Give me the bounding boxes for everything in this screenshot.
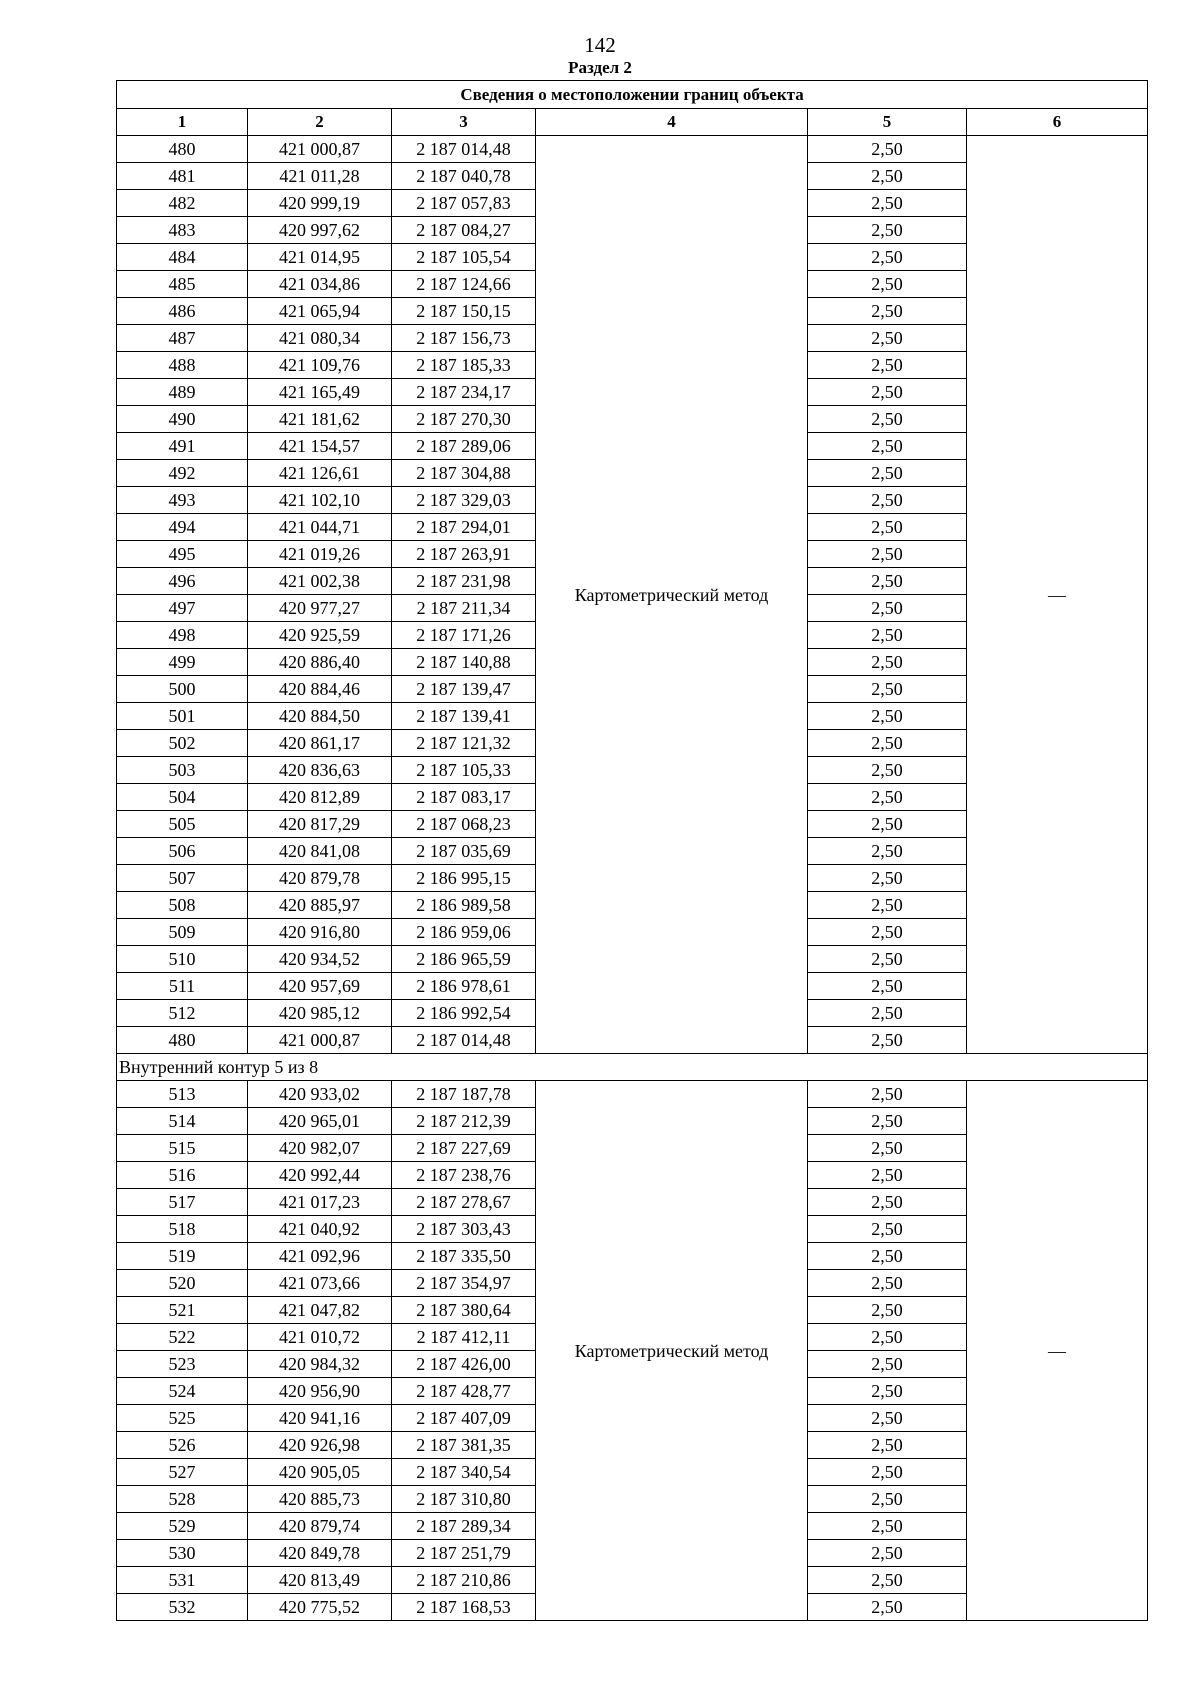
y-coordinate-cell: 2 187 035,69 xyxy=(392,838,536,865)
point-number-cell: 519 xyxy=(117,1243,248,1270)
accuracy-cell: 2,50 xyxy=(808,811,967,838)
y-coordinate-cell: 2 187 212,39 xyxy=(392,1108,536,1135)
accuracy-cell: 2,50 xyxy=(808,649,967,676)
y-coordinate-cell: 2 187 139,41 xyxy=(392,703,536,730)
x-coordinate-cell: 420 916,80 xyxy=(248,919,392,946)
point-number-cell: 487 xyxy=(117,325,248,352)
accuracy-cell: 2,50 xyxy=(808,1000,967,1027)
y-coordinate-cell: 2 187 310,80 xyxy=(392,1486,536,1513)
column-6-cell: — xyxy=(967,1081,1148,1621)
y-coordinate-cell: 2 187 014,48 xyxy=(392,136,536,163)
y-coordinate-cell: 2 187 083,17 xyxy=(392,784,536,811)
point-number-cell: 484 xyxy=(117,244,248,271)
accuracy-cell: 2,50 xyxy=(808,217,967,244)
accuracy-cell: 2,50 xyxy=(808,892,967,919)
x-coordinate-cell: 420 905,05 xyxy=(248,1459,392,1486)
accuracy-cell: 2,50 xyxy=(808,622,967,649)
x-coordinate-cell: 420 977,27 xyxy=(248,595,392,622)
y-coordinate-cell: 2 186 959,06 xyxy=(392,919,536,946)
accuracy-cell: 2,50 xyxy=(808,190,967,217)
accuracy-cell: 2,50 xyxy=(808,838,967,865)
y-coordinate-cell: 2 187 124,66 xyxy=(392,271,536,298)
accuracy-cell: 2,50 xyxy=(808,1324,967,1351)
x-coordinate-cell: 420 982,07 xyxy=(248,1135,392,1162)
accuracy-cell: 2,50 xyxy=(808,919,967,946)
y-coordinate-cell: 2 187 140,88 xyxy=(392,649,536,676)
x-coordinate-cell: 421 011,28 xyxy=(248,163,392,190)
accuracy-cell: 2,50 xyxy=(808,541,967,568)
point-number-cell: 501 xyxy=(117,703,248,730)
point-number-cell: 512 xyxy=(117,1000,248,1027)
x-coordinate-cell: 420 984,32 xyxy=(248,1351,392,1378)
y-coordinate-cell: 2 187 303,43 xyxy=(392,1216,536,1243)
point-number-cell: 509 xyxy=(117,919,248,946)
accuracy-cell: 2,50 xyxy=(808,352,967,379)
x-coordinate-cell: 421 073,66 xyxy=(248,1270,392,1297)
y-coordinate-cell: 2 187 304,88 xyxy=(392,460,536,487)
x-coordinate-cell: 420 879,78 xyxy=(248,865,392,892)
x-coordinate-cell: 420 956,90 xyxy=(248,1378,392,1405)
y-coordinate-cell: 2 187 289,34 xyxy=(392,1513,536,1540)
x-coordinate-cell: 421 017,23 xyxy=(248,1189,392,1216)
point-number-cell: 530 xyxy=(117,1540,248,1567)
x-coordinate-cell: 420 925,59 xyxy=(248,622,392,649)
y-coordinate-cell: 2 187 014,48 xyxy=(392,1027,536,1054)
y-coordinate-cell: 2 187 263,91 xyxy=(392,541,536,568)
column-header: 2 xyxy=(248,109,392,136)
accuracy-cell: 2,50 xyxy=(808,1594,967,1621)
contour-label: Внутренний контур 5 из 8 xyxy=(117,1054,1148,1081)
accuracy-cell: 2,50 xyxy=(808,1027,967,1054)
x-coordinate-cell: 420 879,74 xyxy=(248,1513,392,1540)
y-coordinate-cell: 2 187 150,15 xyxy=(392,298,536,325)
point-number-cell: 527 xyxy=(117,1459,248,1486)
point-number-cell: 492 xyxy=(117,460,248,487)
point-number-cell: 517 xyxy=(117,1189,248,1216)
y-coordinate-cell: 2 187 068,23 xyxy=(392,811,536,838)
x-coordinate-cell: 421 010,72 xyxy=(248,1324,392,1351)
accuracy-cell: 2,50 xyxy=(808,676,967,703)
point-number-cell: 493 xyxy=(117,487,248,514)
point-number-cell: 502 xyxy=(117,730,248,757)
accuracy-cell: 2,50 xyxy=(808,1081,967,1108)
y-coordinate-cell: 2 187 227,69 xyxy=(392,1135,536,1162)
y-coordinate-cell: 2 187 171,26 xyxy=(392,622,536,649)
y-coordinate-cell: 2 187 278,67 xyxy=(392,1189,536,1216)
y-coordinate-cell: 2 187 168,53 xyxy=(392,1594,536,1621)
section-title: Раздел 2 xyxy=(568,58,632,77)
x-coordinate-cell: 420 841,08 xyxy=(248,838,392,865)
y-coordinate-cell: 2 187 340,54 xyxy=(392,1459,536,1486)
y-coordinate-cell: 2 187 428,77 xyxy=(392,1378,536,1405)
accuracy-cell: 2,50 xyxy=(808,460,967,487)
x-coordinate-cell: 421 109,76 xyxy=(248,352,392,379)
accuracy-cell: 2,50 xyxy=(808,595,967,622)
point-number-cell: 483 xyxy=(117,217,248,244)
accuracy-cell: 2,50 xyxy=(808,1189,967,1216)
y-coordinate-cell: 2 187 231,98 xyxy=(392,568,536,595)
x-coordinate-cell: 421 126,61 xyxy=(248,460,392,487)
x-coordinate-cell: 421 165,49 xyxy=(248,379,392,406)
accuracy-cell: 2,50 xyxy=(808,1297,967,1324)
x-coordinate-cell: 420 997,62 xyxy=(248,217,392,244)
accuracy-cell: 2,50 xyxy=(808,271,967,298)
y-coordinate-cell: 2 186 992,54 xyxy=(392,1000,536,1027)
point-number-cell: 514 xyxy=(117,1108,248,1135)
y-coordinate-cell: 2 187 238,76 xyxy=(392,1162,536,1189)
method-cell: Картометрический метод xyxy=(536,136,808,1054)
y-coordinate-cell: 2 187 187,78 xyxy=(392,1081,536,1108)
x-coordinate-cell: 420 941,16 xyxy=(248,1405,392,1432)
point-number-cell: 497 xyxy=(117,595,248,622)
y-coordinate-cell: 2 187 294,01 xyxy=(392,514,536,541)
point-number-cell: 523 xyxy=(117,1351,248,1378)
method-cell: Картометрический метод xyxy=(536,1081,808,1621)
x-coordinate-cell: 421 002,38 xyxy=(248,568,392,595)
accuracy-cell: 2,50 xyxy=(808,433,967,460)
y-coordinate-cell: 2 187 412,11 xyxy=(392,1324,536,1351)
x-coordinate-cell: 420 886,40 xyxy=(248,649,392,676)
point-number-cell: 531 xyxy=(117,1567,248,1594)
x-coordinate-cell: 420 812,89 xyxy=(248,784,392,811)
point-number-cell: 486 xyxy=(117,298,248,325)
accuracy-cell: 2,50 xyxy=(808,1567,967,1594)
point-number-cell: 481 xyxy=(117,163,248,190)
x-coordinate-cell: 420 813,49 xyxy=(248,1567,392,1594)
y-coordinate-cell: 2 186 965,59 xyxy=(392,946,536,973)
x-coordinate-cell: 420 884,50 xyxy=(248,703,392,730)
x-coordinate-cell: 421 092,96 xyxy=(248,1243,392,1270)
x-coordinate-cell: 421 102,10 xyxy=(248,487,392,514)
column-6-cell: — xyxy=(967,136,1148,1054)
x-coordinate-cell: 421 034,86 xyxy=(248,271,392,298)
page-number: 142 xyxy=(584,33,616,57)
point-number-cell: 499 xyxy=(117,649,248,676)
y-coordinate-cell: 2 187 211,34 xyxy=(392,595,536,622)
point-number-cell: 511 xyxy=(117,973,248,1000)
point-number-cell: 490 xyxy=(117,406,248,433)
column-header: 3 xyxy=(392,109,536,136)
point-number-cell: 500 xyxy=(117,676,248,703)
y-coordinate-cell: 2 187 380,64 xyxy=(392,1297,536,1324)
x-coordinate-cell: 421 065,94 xyxy=(248,298,392,325)
contour-label-row xyxy=(117,1054,1148,1081)
table-row xyxy=(117,1081,1148,1108)
x-coordinate-cell: 420 933,02 xyxy=(248,1081,392,1108)
accuracy-cell: 2,50 xyxy=(808,703,967,730)
point-number-cell: 491 xyxy=(117,433,248,460)
point-number-cell: 524 xyxy=(117,1378,248,1405)
accuracy-cell: 2,50 xyxy=(808,730,967,757)
accuracy-cell: 2,50 xyxy=(808,406,967,433)
column-header: 1 xyxy=(117,109,248,136)
point-number-cell: 521 xyxy=(117,1297,248,1324)
x-coordinate-cell: 420 999,19 xyxy=(248,190,392,217)
accuracy-cell: 2,50 xyxy=(808,487,967,514)
accuracy-cell: 2,50 xyxy=(808,973,967,1000)
accuracy-cell: 2,50 xyxy=(808,946,967,973)
x-coordinate-cell: 421 181,62 xyxy=(248,406,392,433)
y-coordinate-cell: 2 186 978,61 xyxy=(392,973,536,1000)
x-coordinate-cell: 421 014,95 xyxy=(248,244,392,271)
accuracy-cell: 2,50 xyxy=(808,1459,967,1486)
point-number-cell: 505 xyxy=(117,811,248,838)
y-coordinate-cell: 2 187 105,54 xyxy=(392,244,536,271)
point-number-cell: 520 xyxy=(117,1270,248,1297)
point-number-cell: 496 xyxy=(117,568,248,595)
y-coordinate-cell: 2 187 057,83 xyxy=(392,190,536,217)
accuracy-cell: 2,50 xyxy=(808,1378,967,1405)
y-coordinate-cell: 2 187 121,32 xyxy=(392,730,536,757)
point-number-cell: 508 xyxy=(117,892,248,919)
point-number-cell: 498 xyxy=(117,622,248,649)
y-coordinate-cell: 2 187 156,73 xyxy=(392,325,536,352)
x-coordinate-cell: 420 885,73 xyxy=(248,1486,392,1513)
y-coordinate-cell: 2 187 084,27 xyxy=(392,217,536,244)
point-number-cell: 506 xyxy=(117,838,248,865)
accuracy-cell: 2,50 xyxy=(808,514,967,541)
x-coordinate-cell: 420 836,63 xyxy=(248,757,392,784)
point-number-cell: 482 xyxy=(117,190,248,217)
point-number-cell: 532 xyxy=(117,1594,248,1621)
point-number-cell: 518 xyxy=(117,1216,248,1243)
accuracy-cell: 2,50 xyxy=(808,757,967,784)
x-coordinate-cell: 420 849,78 xyxy=(248,1540,392,1567)
accuracy-cell: 2,50 xyxy=(808,1216,967,1243)
point-number-cell: 529 xyxy=(117,1513,248,1540)
point-number-cell: 516 xyxy=(117,1162,248,1189)
x-coordinate-cell: 421 080,34 xyxy=(248,325,392,352)
accuracy-cell: 2,50 xyxy=(808,1243,967,1270)
accuracy-cell: 2,50 xyxy=(808,244,967,271)
column-header: 6 xyxy=(967,109,1148,136)
accuracy-cell: 2,50 xyxy=(808,1432,967,1459)
point-number-cell: 513 xyxy=(117,1081,248,1108)
point-number-cell: 526 xyxy=(117,1432,248,1459)
y-coordinate-cell: 2 186 989,58 xyxy=(392,892,536,919)
y-coordinate-cell: 2 187 251,79 xyxy=(392,1540,536,1567)
point-number-cell: 494 xyxy=(117,514,248,541)
point-number-cell: 488 xyxy=(117,352,248,379)
table-caption: Сведения о местоположении границ объекта xyxy=(117,81,1148,109)
x-coordinate-cell: 421 047,82 xyxy=(248,1297,392,1324)
table-body xyxy=(117,136,1148,1621)
column-header: 4 xyxy=(536,109,808,136)
point-number-cell: 515 xyxy=(117,1135,248,1162)
accuracy-cell: 2,50 xyxy=(808,784,967,811)
y-coordinate-cell: 2 187 381,35 xyxy=(392,1432,536,1459)
accuracy-cell: 2,50 xyxy=(808,136,967,163)
accuracy-cell: 2,50 xyxy=(808,865,967,892)
accuracy-cell: 2,50 xyxy=(808,1351,967,1378)
x-coordinate-cell: 420 965,01 xyxy=(248,1108,392,1135)
x-coordinate-cell: 421 040,92 xyxy=(248,1216,392,1243)
x-coordinate-cell: 420 985,12 xyxy=(248,1000,392,1027)
accuracy-cell: 2,50 xyxy=(808,568,967,595)
y-coordinate-cell: 2 186 995,15 xyxy=(392,865,536,892)
y-coordinate-cell: 2 187 426,00 xyxy=(392,1351,536,1378)
y-coordinate-cell: 2 187 289,06 xyxy=(392,433,536,460)
point-number-cell: 503 xyxy=(117,757,248,784)
point-number-cell: 489 xyxy=(117,379,248,406)
point-number-cell: 507 xyxy=(117,865,248,892)
accuracy-cell: 2,50 xyxy=(808,1162,967,1189)
accuracy-cell: 2,50 xyxy=(808,379,967,406)
y-coordinate-cell: 2 187 270,30 xyxy=(392,406,536,433)
accuracy-cell: 2,50 xyxy=(808,1135,967,1162)
point-number-cell: 522 xyxy=(117,1324,248,1351)
point-number-cell: 495 xyxy=(117,541,248,568)
x-coordinate-cell: 420 885,97 xyxy=(248,892,392,919)
x-coordinate-cell: 421 019,26 xyxy=(248,541,392,568)
accuracy-cell: 2,50 xyxy=(808,298,967,325)
y-coordinate-cell: 2 187 105,33 xyxy=(392,757,536,784)
y-coordinate-cell: 2 187 210,86 xyxy=(392,1567,536,1594)
x-coordinate-cell: 421 044,71 xyxy=(248,514,392,541)
x-coordinate-cell: 421 154,57 xyxy=(248,433,392,460)
x-coordinate-cell: 420 934,52 xyxy=(248,946,392,973)
x-coordinate-cell: 420 817,29 xyxy=(248,811,392,838)
y-coordinate-cell: 2 187 407,09 xyxy=(392,1405,536,1432)
point-number-cell: 480 xyxy=(117,1027,248,1054)
point-number-cell: 485 xyxy=(117,271,248,298)
point-number-cell: 528 xyxy=(117,1486,248,1513)
coordinates-table xyxy=(116,80,1148,1621)
x-coordinate-cell: 420 861,17 xyxy=(248,730,392,757)
x-coordinate-cell: 421 000,87 xyxy=(248,136,392,163)
point-number-cell: 525 xyxy=(117,1405,248,1432)
accuracy-cell: 2,50 xyxy=(808,1270,967,1297)
point-number-cell: 510 xyxy=(117,946,248,973)
accuracy-cell: 2,50 xyxy=(808,1513,967,1540)
y-coordinate-cell: 2 187 354,97 xyxy=(392,1270,536,1297)
y-coordinate-cell: 2 187 234,17 xyxy=(392,379,536,406)
x-coordinate-cell: 420 992,44 xyxy=(248,1162,392,1189)
x-coordinate-cell: 420 775,52 xyxy=(248,1594,392,1621)
y-coordinate-cell: 2 187 329,03 xyxy=(392,487,536,514)
column-header: 5 xyxy=(808,109,967,136)
point-number-cell: 480 xyxy=(117,136,248,163)
x-coordinate-cell: 420 884,46 xyxy=(248,676,392,703)
accuracy-cell: 2,50 xyxy=(808,1486,967,1513)
y-coordinate-cell: 2 187 139,47 xyxy=(392,676,536,703)
accuracy-cell: 2,50 xyxy=(808,325,967,352)
accuracy-cell: 2,50 xyxy=(808,1540,967,1567)
accuracy-cell: 2,50 xyxy=(808,1405,967,1432)
y-coordinate-cell: 2 187 185,33 xyxy=(392,352,536,379)
x-coordinate-cell: 420 957,69 xyxy=(248,973,392,1000)
y-coordinate-cell: 2 187 040,78 xyxy=(392,163,536,190)
x-coordinate-cell: 421 000,87 xyxy=(248,1027,392,1054)
accuracy-cell: 2,50 xyxy=(808,163,967,190)
y-coordinate-cell: 2 187 335,50 xyxy=(392,1243,536,1270)
point-number-cell: 504 xyxy=(117,784,248,811)
x-coordinate-cell: 420 926,98 xyxy=(248,1432,392,1459)
accuracy-cell: 2,50 xyxy=(808,1108,967,1135)
table-row xyxy=(117,136,1148,163)
